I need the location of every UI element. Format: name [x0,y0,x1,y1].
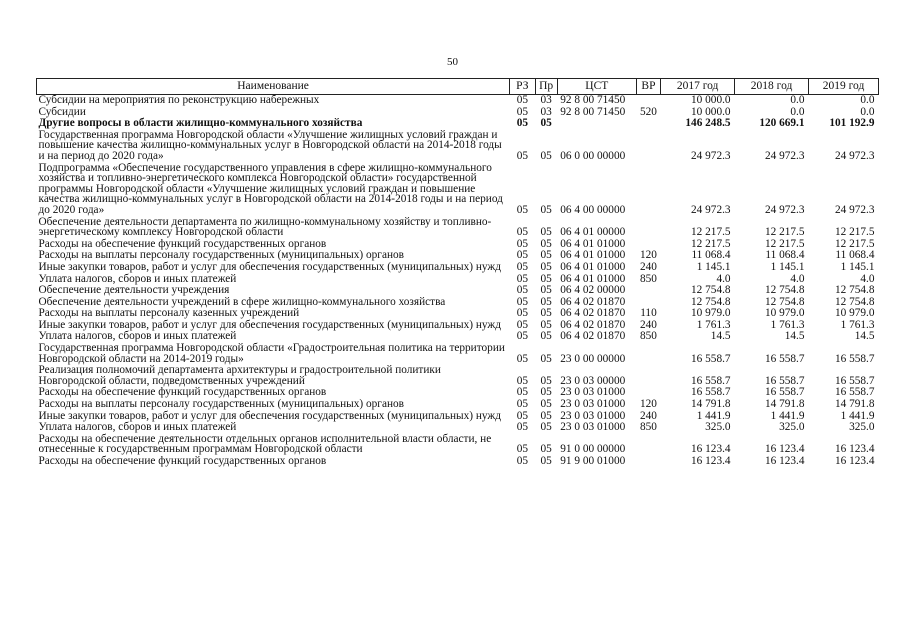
row-name: Расходы на обеспечение деятельности отдельных органов исполнительной власти области, не отнесенные к государственным программам Новгородской области [38,432,492,456]
row-rz: 05 [516,203,528,216]
row-vr [636,95,660,107]
row-cst: 91 0 00 00000 [560,443,626,456]
row-cst: 06 4 01 00000 [560,226,626,239]
row-vr: 240 [639,409,657,422]
row-vr [636,434,660,456]
row-cst: 23 0 03 01000 [560,386,626,399]
row-name: Расходы на выплаты персоналу казенных учреждений [38,307,300,320]
row-rz: 05 [516,421,528,434]
row-rz: 05 [516,318,528,331]
row-vr: 520 [639,105,657,118]
row-name: Субсидии на мероприятия по реконструкцию набережных [38,94,320,106]
row-2018: 16 123.4 [764,443,805,456]
row-2017: 16 123.4 [691,455,731,467]
row-name: Иные закупки товаров, работ и услуг для обеспечения государственных (муниципальных) нужд [38,260,501,273]
table-header-row [37,79,879,95]
row-vr: 240 [639,318,657,331]
row-2017: 1 761.3 [696,318,731,331]
row-cst: 23 0 03 01000 [560,421,626,434]
row-pr: 03 [540,94,552,106]
row-2019: 14 791.8 [834,398,875,411]
row-2018: 12 217.5 [764,237,805,250]
row-2019: 12 754.8 [834,284,875,297]
row-name: Обеспечение деятельности учреждения [38,284,230,297]
row-2017: 16 558.7 [691,352,731,365]
row-cst: 23 0 03 00000 [560,374,626,387]
row-rz: 05 [516,307,528,320]
row-rz: 05 [516,330,528,343]
row-2017: 16 558.7 [691,374,731,387]
row-rz: 05 [516,443,528,456]
row-2018: 0.0 [790,105,805,118]
row-rz: 05 [516,149,528,162]
row-2018: 16 558.7 [764,352,805,365]
row-name: Иные закупки товаров, работ и услуг для обеспечения государственных (муниципальных) нужд [38,318,501,331]
row-vr: 240 [639,260,657,273]
row-rz: 05 [516,117,528,130]
table-row [37,95,879,107]
row-2019: 1 441.9 [840,409,875,422]
row-vr: 850 [639,330,657,343]
row-rz: 05 [516,295,528,308]
row-name: Расходы на обеспечение функций государственных органов [38,386,327,399]
row-2018: 1 761.3 [770,318,805,331]
row-pr: 05 [540,443,552,456]
row-rz: 05 [516,398,528,411]
row-pr: 05 [540,398,552,411]
row-2017: 12 754.8 [691,295,731,308]
row-name: Уплата налогов, сборов и иных платежей [38,421,237,434]
row-rz: 05 [516,455,528,467]
row-name: Обеспечение деятельности департамента по жилищно-коммунальному хозяйству и топливно-энергетическому комплексу Новгородской области [38,215,492,239]
table-row [37,456,879,468]
row-2018: 14 791.8 [764,398,805,411]
row-cst: 06 4 02 01870 [560,318,626,331]
row-pr: 05 [540,386,552,399]
row-name: Расходы на обеспечение функций государственных органов [38,455,327,467]
row-pr: 05 [540,284,552,297]
table-row [37,130,879,163]
row-vr [636,130,660,163]
row-pr: 05 [540,117,552,130]
row-vr: 120 [639,398,657,411]
row-pr: 05 [540,455,552,467]
row-2018: 12 754.8 [764,295,805,308]
row-pr: 05 [540,330,552,343]
row-2017: 24 972.3 [691,203,731,216]
row-rz: 05 [516,237,528,250]
row-2019: 0.0 [860,105,875,118]
row-2017: 14 791.8 [691,398,731,411]
row-rz: 05 [516,249,528,262]
row-cst: 23 0 00 00000 [560,352,626,365]
row-2019: 12 217.5 [834,226,875,239]
row-rz: 05 [516,374,528,387]
row-name: Подпрограмма «Обеспечение государственного управления в сфере жилищно-коммунального хозяйства и топливно-энергетического комплекса Новгородской области» государственной программы Новгородской области «Улучшение жилищных условий граждан и повышение качества жилищно-коммунальных услуг в Новгородской области на 2014-2018 годы и на период до 2020 года» [38,161,503,216]
row-2017: 12 217.5 [691,237,731,250]
row-cst: 06 4 01 01000 [560,260,626,273]
row-name: Реализация полномочий департамента архитектуры и градостроительной политики Новгородской области, подведомственных учреждений [38,364,441,387]
row-pr: 05 [540,249,552,262]
row-vr: 850 [639,272,657,285]
row-name: Расходы на обеспечение функций государственных органов [38,237,327,250]
row-2017: 4.0 [716,272,731,285]
header-name: Наименование [37,79,510,95]
row-name: Обеспечение деятельности учреждений в сфере жилищно-коммунального хозяйства [38,295,446,308]
row-vr: 850 [639,421,657,434]
row-2017: 146 248.5 [685,117,731,130]
row-2018: 16 558.7 [764,386,805,399]
row-cst: 06 4 02 01870 [560,307,626,320]
row-cst: 06 4 02 01870 [560,330,626,343]
row-cst: 06 0 00 00000 [560,149,626,162]
row-rz: 05 [516,105,528,118]
row-rz: 05 [516,226,528,239]
row-pr: 05 [540,149,552,162]
row-pr: 05 [540,352,552,365]
row-pr: 03 [540,105,552,118]
row-pr: 05 [540,226,552,239]
row-vr [636,118,660,130]
row-cst: 06 4 01 01000 [560,249,626,262]
row-2017: 10 979.0 [691,307,731,320]
row-2018: 24 972.3 [764,149,805,162]
row-2017: 24 972.3 [691,149,731,162]
row-cst [557,118,636,130]
row-2017: 16 558.7 [691,386,731,399]
row-name: Расходы на выплаты персоналу государственных (муниципальных) органов [38,249,404,262]
row-pr: 05 [540,295,552,308]
row-2019: 11 068.4 [835,249,875,262]
table-row [37,285,879,297]
row-vr: 110 [640,307,657,320]
row-name: Расходы на выплаты персоналу государственных (муниципальных) органов [38,398,404,411]
row-pr: 05 [540,409,552,422]
row-pr: 05 [540,374,552,387]
row-2017: 16 123.4 [691,443,731,456]
table-row [37,217,879,239]
table-row [37,163,879,217]
row-2019: 1 761.3 [840,318,875,331]
row-name: Уплата налогов, сборов и иных платежей [38,272,237,285]
row-2019: 325.0 [849,421,875,434]
row-name: Уплата налогов, сборов и иных платежей [38,330,237,343]
row-2017: 325.0 [705,421,731,434]
row-rz: 05 [516,94,528,106]
row-pr: 05 [540,318,552,331]
row-vr [636,285,660,297]
row-2019: 16 558.7 [834,386,875,399]
row-2019: 101 192.9 [829,117,875,130]
table-row [37,434,879,456]
header-2018: 2018 год [735,79,809,95]
row-2017: 1 441.9 [696,409,731,422]
row-2017: 1 145.1 [696,260,731,273]
row-2018: 1 145.1 [770,260,805,273]
row-cst: 06 4 01 01000 [560,272,626,285]
row-2019: 0.0 [860,94,875,106]
row-2019: 16 123.4 [834,443,875,456]
row-2019: 1 145.1 [840,260,875,273]
row-pr: 05 [540,272,552,285]
row-pr: 05 [540,421,552,434]
table-row [37,365,879,387]
row-pr: 05 [540,237,552,250]
row-2019: 24 972.3 [834,203,875,216]
row-2018: 10 979.0 [764,307,805,320]
row-2019: 16 558.7 [834,352,875,365]
row-2019: 10 979.0 [834,307,875,320]
row-cst: 06 4 01 01000 [560,237,626,250]
header-vr: ВР [636,79,660,95]
row-2018: 325.0 [779,421,805,434]
row-vr [636,456,660,468]
row-vr [636,163,660,217]
row-2019: 4.0 [860,272,875,285]
row-2017: 10 000.0 [691,94,731,106]
header-cst: ЦСТ [557,79,636,95]
row-2019: 12 217.5 [834,237,875,250]
row-rz: 05 [516,284,528,297]
row-vr [636,365,660,387]
row-2017: 11 068.4 [691,249,731,262]
row-pr: 05 [540,307,552,320]
row-2018: 24 972.3 [764,203,805,216]
header-2017: 2017 год [661,79,735,95]
row-2018: 4.0 [790,272,805,285]
header-rz: РЗ [510,79,535,95]
row-pr: 05 [540,260,552,273]
row-name: Государственная программа Новгородской области «Улучшение жилищных условий граждан и повышение качества жилищно-коммунальных услуг в Новгородской области на 2014-2018 годы и на период до 2020 года» [38,128,502,162]
header-2019: 2019 год [809,79,879,95]
row-2018: 120 669.1 [759,117,805,130]
row-name: Другие вопросы в области жилищно-коммунального хозяйства [38,117,363,130]
row-name: Иные закупки товаров, работ и услуг для обеспечения государственных (муниципальных) нужд [38,409,501,422]
row-2018: 16 123.4 [764,455,805,467]
row-2017: 12 217.5 [691,226,731,239]
table-row [37,343,879,365]
row-rz: 05 [516,409,528,422]
row-cst: 91 9 00 01000 [560,455,626,467]
row-cst: 23 0 03 01000 [560,409,626,422]
row-2018: 14.5 [784,330,805,343]
table-row [37,399,879,411]
header-pr: Пр [535,79,557,95]
row-2019: 24 972.3 [834,149,875,162]
row-cst: 23 0 03 01000 [560,398,626,411]
row-2019: 14.5 [854,330,875,343]
row-cst: 06 4 02 01870 [560,295,626,308]
table-row [37,262,879,274]
row-rz: 05 [516,352,528,365]
row-vr [636,343,660,365]
row-rz: 05 [516,260,528,273]
row-name: Субсидии [38,105,86,118]
row-2018: 0.0 [790,94,805,106]
row-pr: 05 [540,203,552,216]
row-2018: 11 068.4 [765,249,805,262]
row-name: Государственная программа Новгородской области «Градостроительная политика на территории Новгородской области на 2014-2019 годы» [38,342,505,365]
row-2019: 16 123.4 [834,455,875,467]
row-cst: 06 4 00 00000 [560,203,626,216]
budget-table [36,78,879,468]
row-2017: 10 000.0 [691,105,731,118]
row-2018: 16 558.7 [764,374,805,387]
row-vr: 120 [639,249,657,262]
row-2018: 12 754.8 [764,284,805,297]
row-2018: 12 217.5 [764,226,805,239]
row-vr [636,217,660,239]
row-2019: 12 754.8 [834,295,875,308]
page-number: 50 [447,56,458,68]
row-2017: 14.5 [710,330,731,343]
row-2018: 1 441.9 [770,409,805,422]
row-cst: 92 8 00 71450 [560,94,626,106]
row-cst: 06 4 02 00000 [560,284,626,297]
row-2017: 12 754.8 [691,284,731,297]
row-2019: 16 558.7 [834,374,875,387]
row-cst: 92 8 00 71450 [560,105,626,118]
row-rz: 05 [516,386,528,399]
row-rz: 05 [516,272,528,285]
